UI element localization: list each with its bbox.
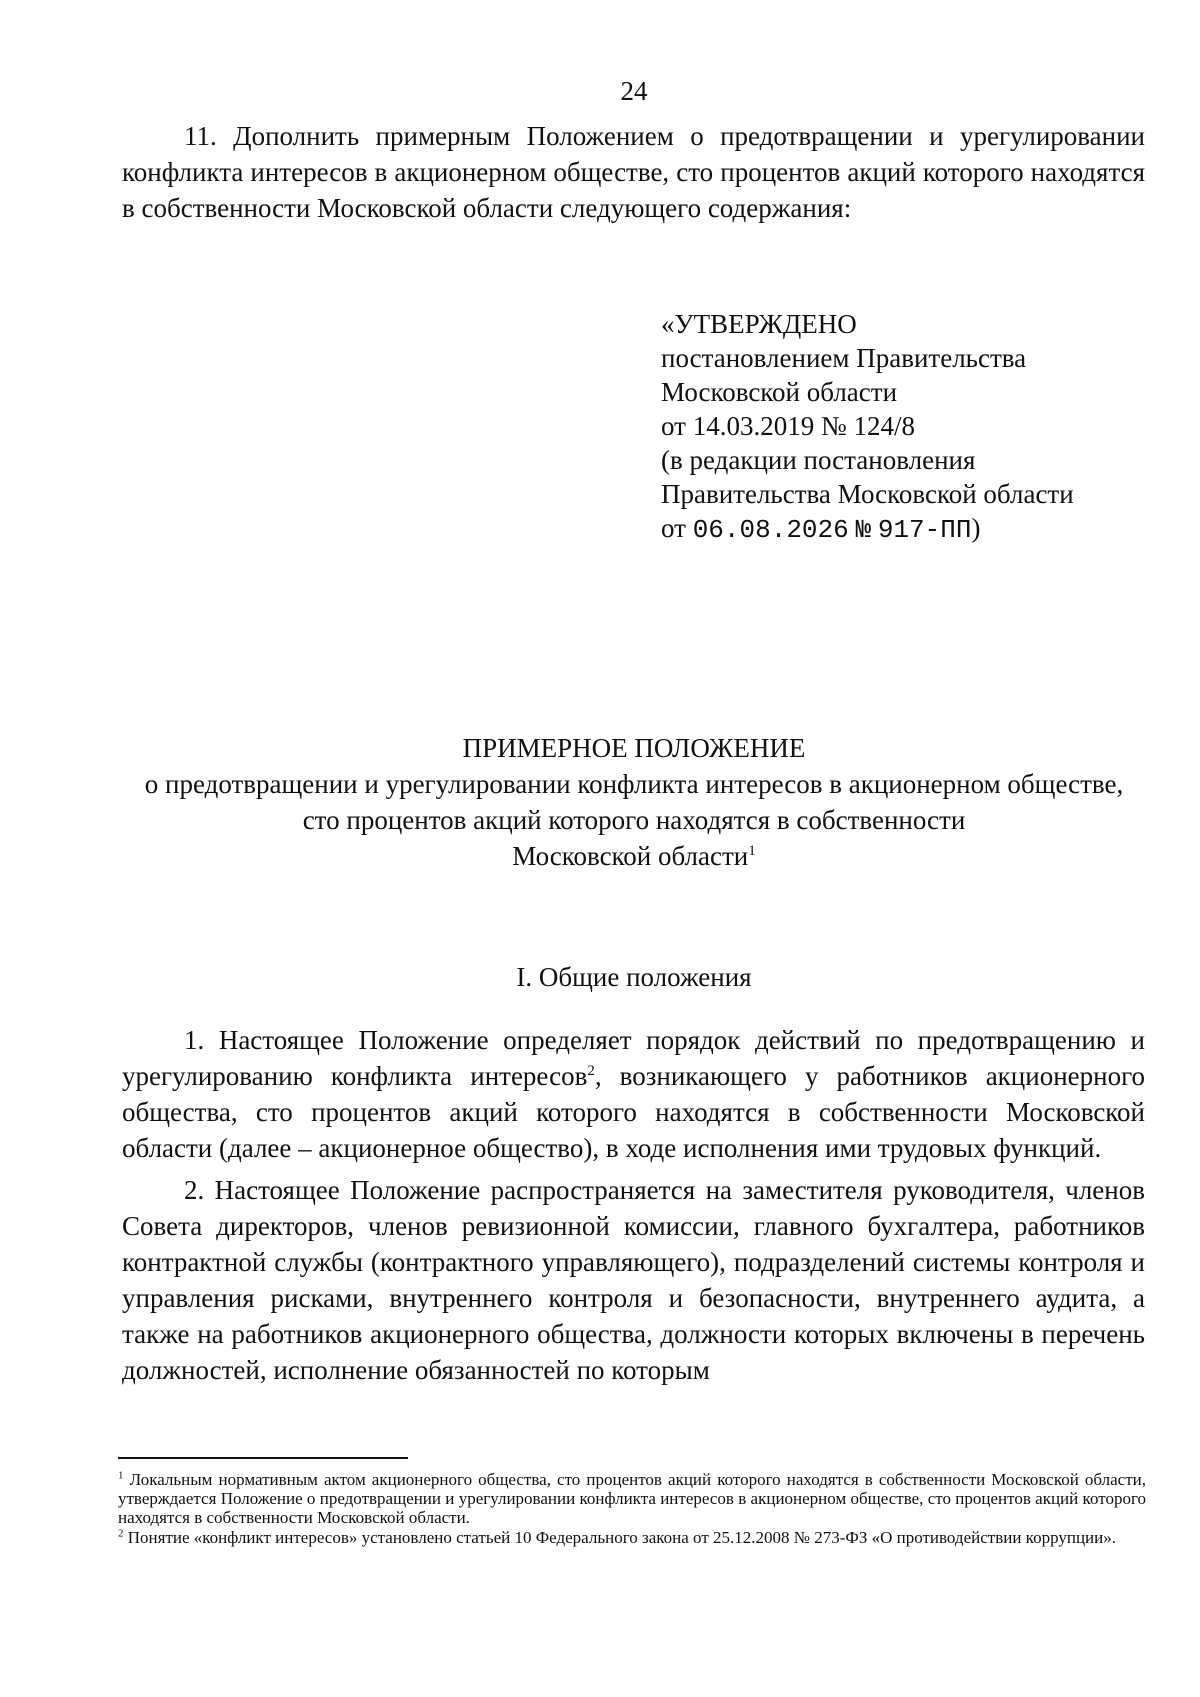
footnote-1 <box>118 1470 1146 1527</box>
paragraph-2-text: 2. Настоящее Положение распространяется на заместителя руководителя, членов Совета директоров, членов ревизионной комиссии, главного бухгалтера, работников контрактной службы (контрактного управляющего), подразделений системы контроля и управления рисками, внутреннего контроля и безопасности, внутреннего аудита, а также на работников акционерного общества, должности которых включены в перечень должностей, исполнение обязанностей по которым <box>122 1175 1145 1385</box>
approval-line: постановлением Правительства <box>661 343 1027 373</box>
intro-paragraph-text: 11. Дополнить примерным Положением о предотвращении и урегулировании конфликта интересов в акционерном обществе, сто процентов акций которого находятся в собственности Московской области следующего содержания: <box>122 121 1145 223</box>
footnote-number: 2 <box>118 1527 124 1540</box>
page-number: 24 <box>620 76 648 106</box>
document-subtitle-line-last <box>100 838 1168 874</box>
footnote-text: Локальным нормативным актом акционерного общества, сто процентов акций которого находятся в собственности Московской области, утверждается Положение о предотвращении и урегулировании конфликта интересов в акционерном обществе, сто процентов акций которого находятся в собственности Московской области. <box>118 1470 1146 1527</box>
approval-line: (в редакции постановления <box>661 445 976 475</box>
approval-from-label: от <box>661 513 686 543</box>
approval-stamp-block <box>661 307 1141 547</box>
paragraph-1-text-b: , возникающего у работников акционерного общества, сто процентов акций которого находятся в собственности Московской области (далее – акционерное общество), в ходе исполнения ими трудовых функций. <box>122 1061 1145 1163</box>
footnote-2 <box>118 1528 1146 1547</box>
document-subtitle-line: сто процентов акций которого находятся в собственности <box>302 805 966 835</box>
paragraph-1 <box>122 1022 1145 1166</box>
paragraph-1-text-a: 1. Настоящее Положение определяет порядок действий по предотвращению и урегулированию конфликта интересов <box>122 1025 1145 1091</box>
document-title: ПРИМЕРНОЕ ПОЛОЖЕНИЕ <box>462 733 806 763</box>
footnote-text: Понятие «конфликт интересов» установлено статьей 10 Федерального закона от 25.12.2008 № 273-ФЗ «О противодействии коррупции». <box>123 1528 1116 1547</box>
approval-line: Московской области <box>661 377 898 407</box>
footnotes <box>118 1470 1146 1548</box>
approval-line: Правительства Московской области <box>661 479 1074 509</box>
approval-edition-date: 06.08.2026 <box>692 515 849 545</box>
footnote-number: 1 <box>118 1469 124 1482</box>
document-subtitle-line: о предотвращении и урегулировании конфликта интересов в акционерном обществе, <box>144 769 1124 799</box>
intro-paragraph <box>122 118 1145 226</box>
approval-edition-number: 917-ПП <box>877 515 972 545</box>
document-subtitle-text: Московской области <box>512 841 749 871</box>
footnote-ref-1: 1 <box>748 843 756 859</box>
approval-line: «УТВЕРЖДЕНО <box>661 309 857 339</box>
document-title-block <box>100 730 1168 874</box>
footnote-ref-2: 2 <box>587 1063 595 1079</box>
approval-edition-line <box>661 511 1141 547</box>
footnote-divider <box>118 1457 408 1459</box>
section-heading: I. Общие положения <box>516 962 752 992</box>
approval-closing-paren: ) <box>971 513 981 543</box>
approval-line: от 14.03.2019 № 124/8 <box>661 411 915 441</box>
approval-number-sign: № <box>855 515 872 545</box>
paragraph-2 <box>122 1172 1145 1388</box>
